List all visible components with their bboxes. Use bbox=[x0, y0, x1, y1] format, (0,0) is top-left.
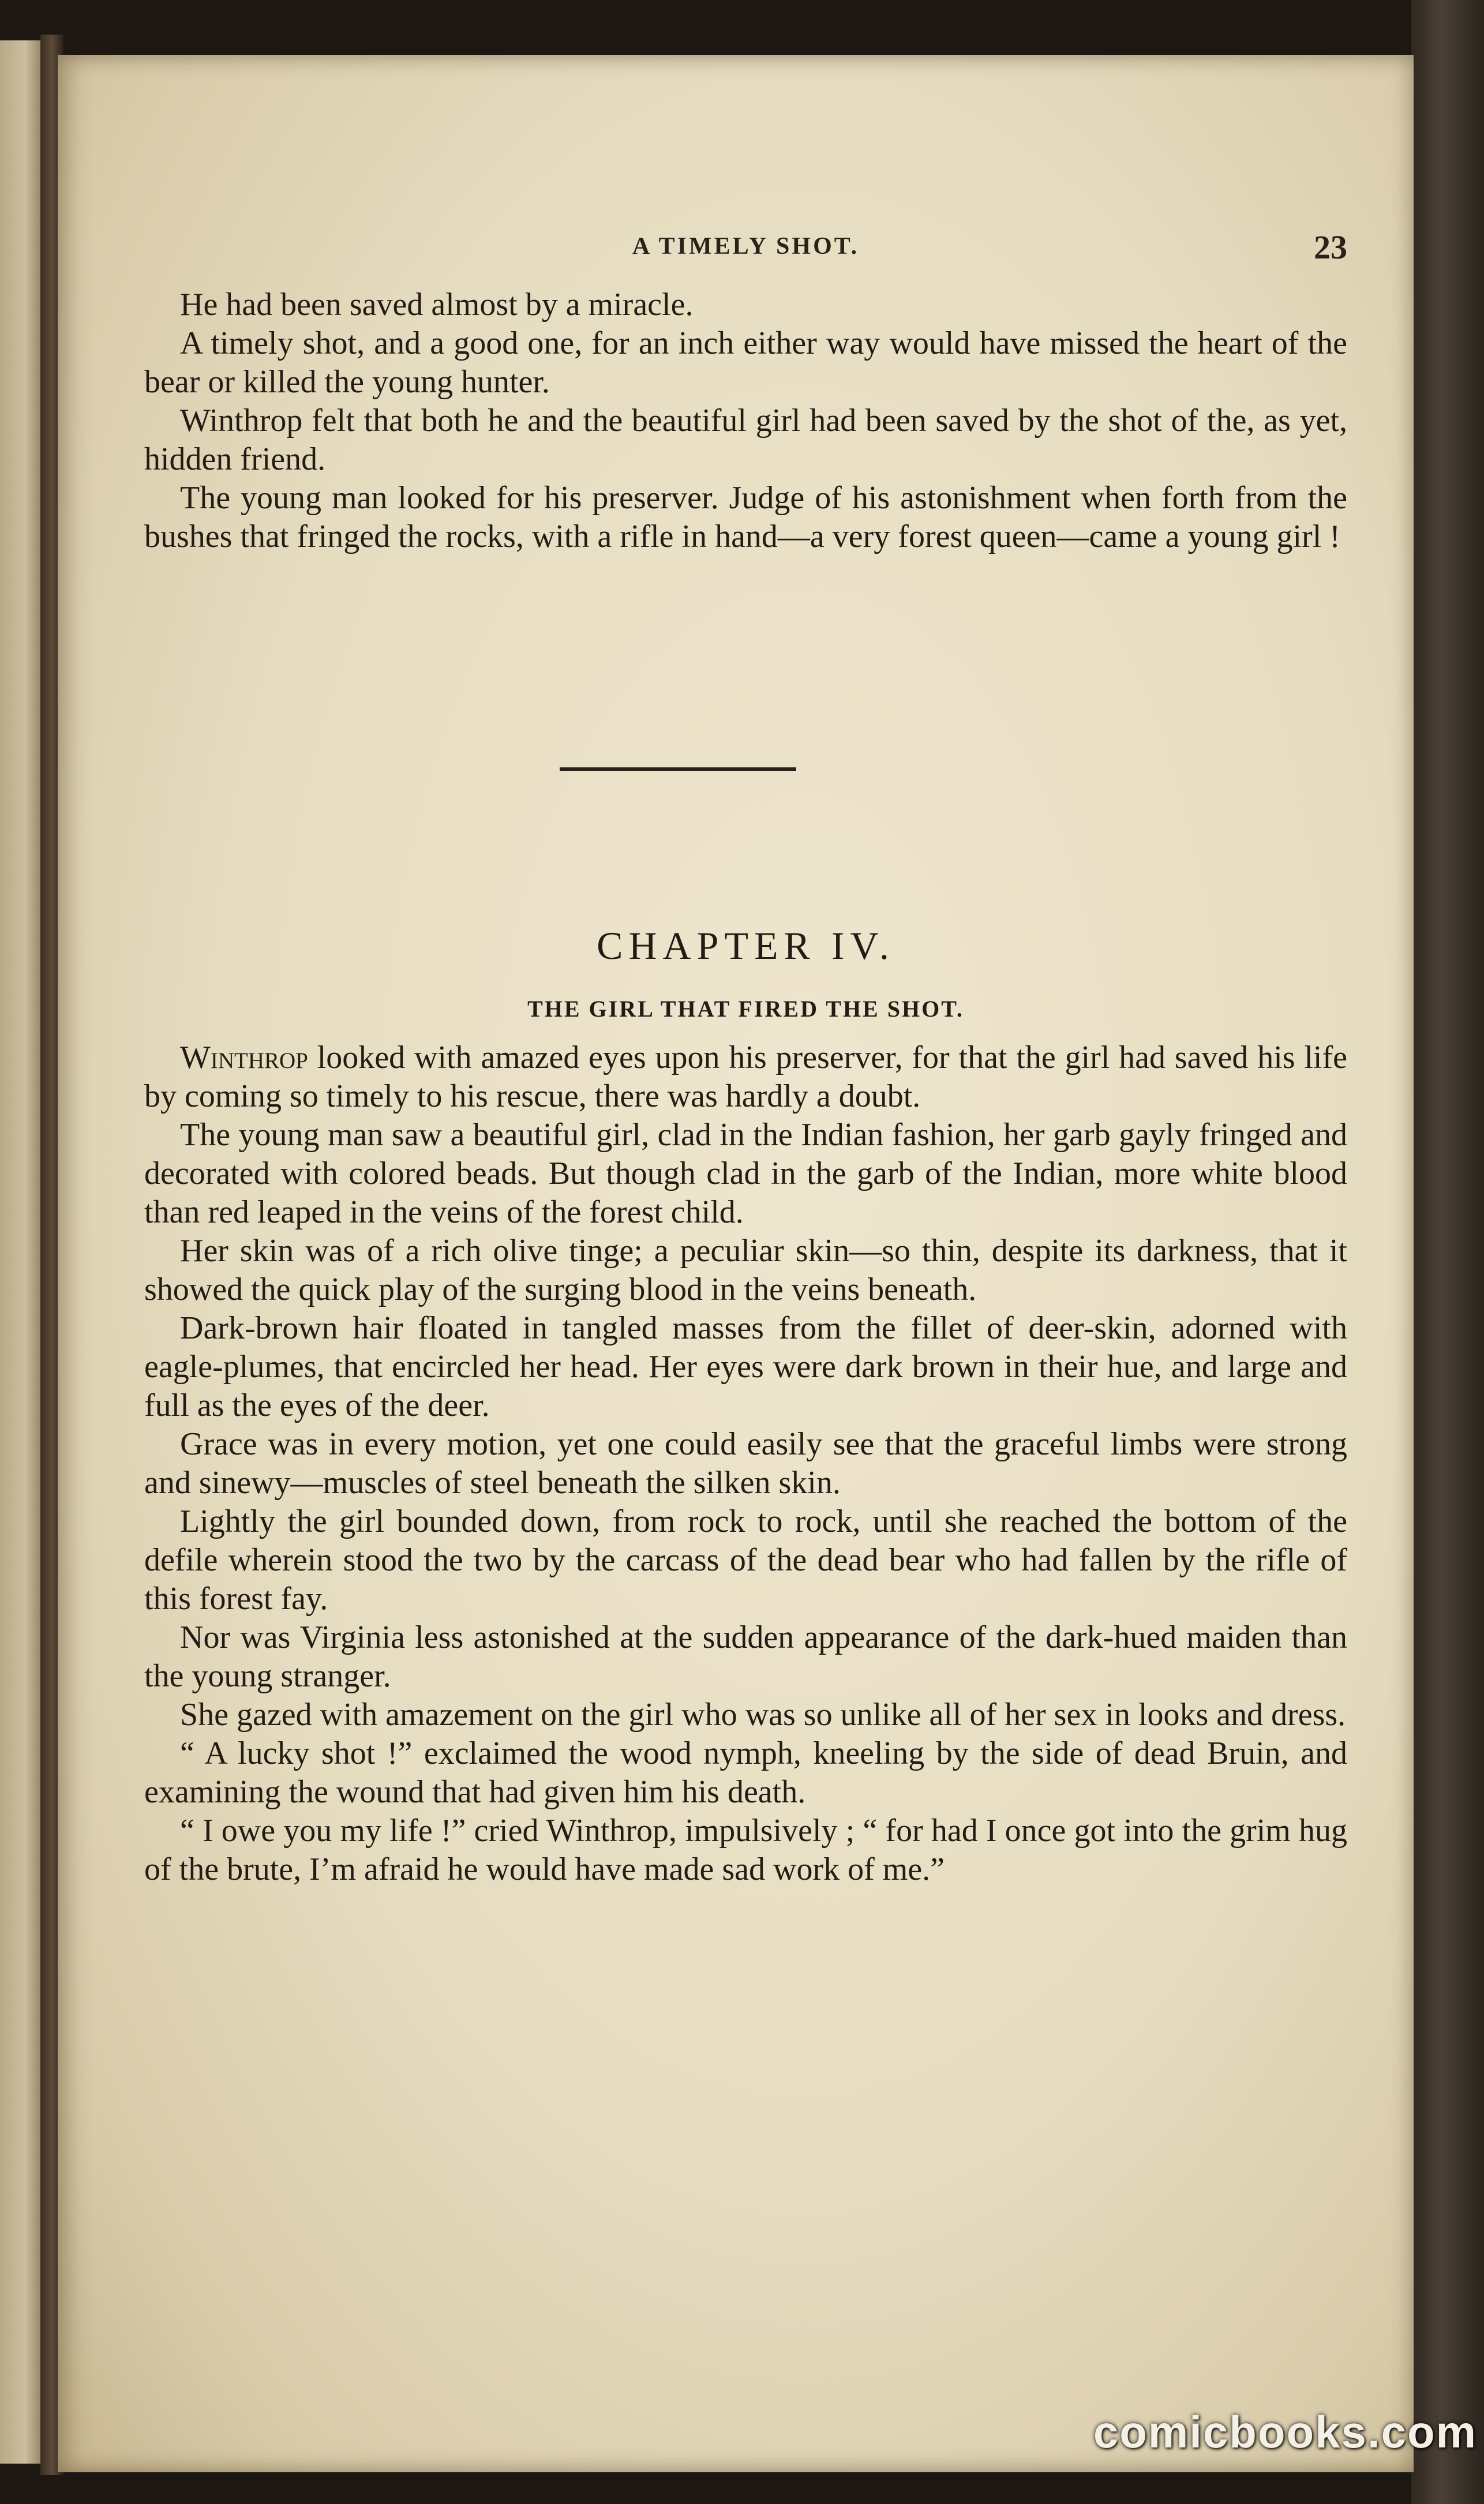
running-title: A TIMELY SHOT. bbox=[632, 233, 860, 260]
book-cover-edge bbox=[1411, 0, 1484, 2504]
section-text bbox=[144, 286, 1347, 556]
paragraph: She gazed with amazement on the girl who was so unlike all of her sex in looks and dress. bbox=[180, 1697, 1346, 1733]
book-page bbox=[58, 55, 1414, 2472]
chapter-subtitle: THE GIRL THAT FIRED THE SHOT. bbox=[527, 996, 964, 1022]
paragraph: Her skin was of a rich olive tinge; a peculiar skin—so thin, despite its darkness, that it showed the quick play of the surging blood in the veins beneath. bbox=[144, 1233, 1347, 1307]
paragraph: He had been saved almost by a miracle. bbox=[180, 287, 694, 323]
chapter-text bbox=[144, 1039, 1347, 1889]
paragraph: Grace was in every motion, yet one could easily see that the graceful limbs were strong and sinewy—muscles of steel beneath the silken skin. bbox=[144, 1426, 1347, 1501]
section-divider bbox=[560, 767, 796, 771]
page-number: 23 bbox=[1314, 228, 1347, 266]
facing-page-edge bbox=[0, 40, 45, 2464]
paragraph: The young man saw a beautiful girl, clad in the Indian fashion, her garb gayly fringed and decorated with colored beads. But though clad in the garb of the Indian, more white blood than red leaped in the veins of the forest child. bbox=[144, 1117, 1347, 1230]
paragraph: Winthrop felt that both he and the beautiful girl had been saved by the shot of the, as yet, hidden friend. bbox=[144, 403, 1347, 477]
paragraph: “ I owe you my life !” cried Winthrop, impulsively ; “ for had I once got into the grim hug of the brute, I’m afraid he would have made sad work of me.” bbox=[144, 1813, 1347, 1887]
paragraph: “ A lucky shot !” exclaimed the wood nymph, kneeling by the side of dead Bruin, and examining the wound that had given him his death. bbox=[144, 1735, 1347, 1810]
running-head bbox=[144, 228, 1347, 268]
paragraph: The young man looked for his preserver. Judge of his astonishment when forth from the bushes that fringed the rocks, with a rifle in hand—a very forest queen—came a young girl ! bbox=[144, 480, 1347, 554]
paragraph: Dark-brown hair floated in tangled masses from the fillet of deer-skin, adorned with eagle-plumes, that encircled her head. Her eyes were dark brown in their hue, and large and full as the eyes of the deer. bbox=[144, 1310, 1347, 1423]
watermark: comicbooks.com bbox=[1093, 2406, 1477, 2457]
paragraph: Nor was Virginia less astonished at the sudden appearance of the dark-hued maiden than the young stranger. bbox=[144, 1620, 1347, 1694]
chapter-first-paragraph-text: looked with amazed eyes upon his preserver, for that the girl had saved his life by coming so timely to his rescue, there was hardly a doubt. bbox=[144, 1040, 1347, 1114]
chapter-first-paragraph bbox=[144, 1039, 1347, 1116]
paragraph: Lightly the girl bounded down, from rock to rock, until she reached the bottom of the defile wherein stood the two by the carcass of the dead bear who had fallen by the rifle of this forest fay. bbox=[144, 1504, 1347, 1617]
paragraph: A timely shot, and a good one, for an inch either way would have missed the heart of the bear or killed the young hunter. bbox=[144, 325, 1347, 400]
chapter-heading: CHAPTER IV. bbox=[597, 924, 895, 968]
chapter-first-word: Winthrop bbox=[180, 1040, 308, 1075]
